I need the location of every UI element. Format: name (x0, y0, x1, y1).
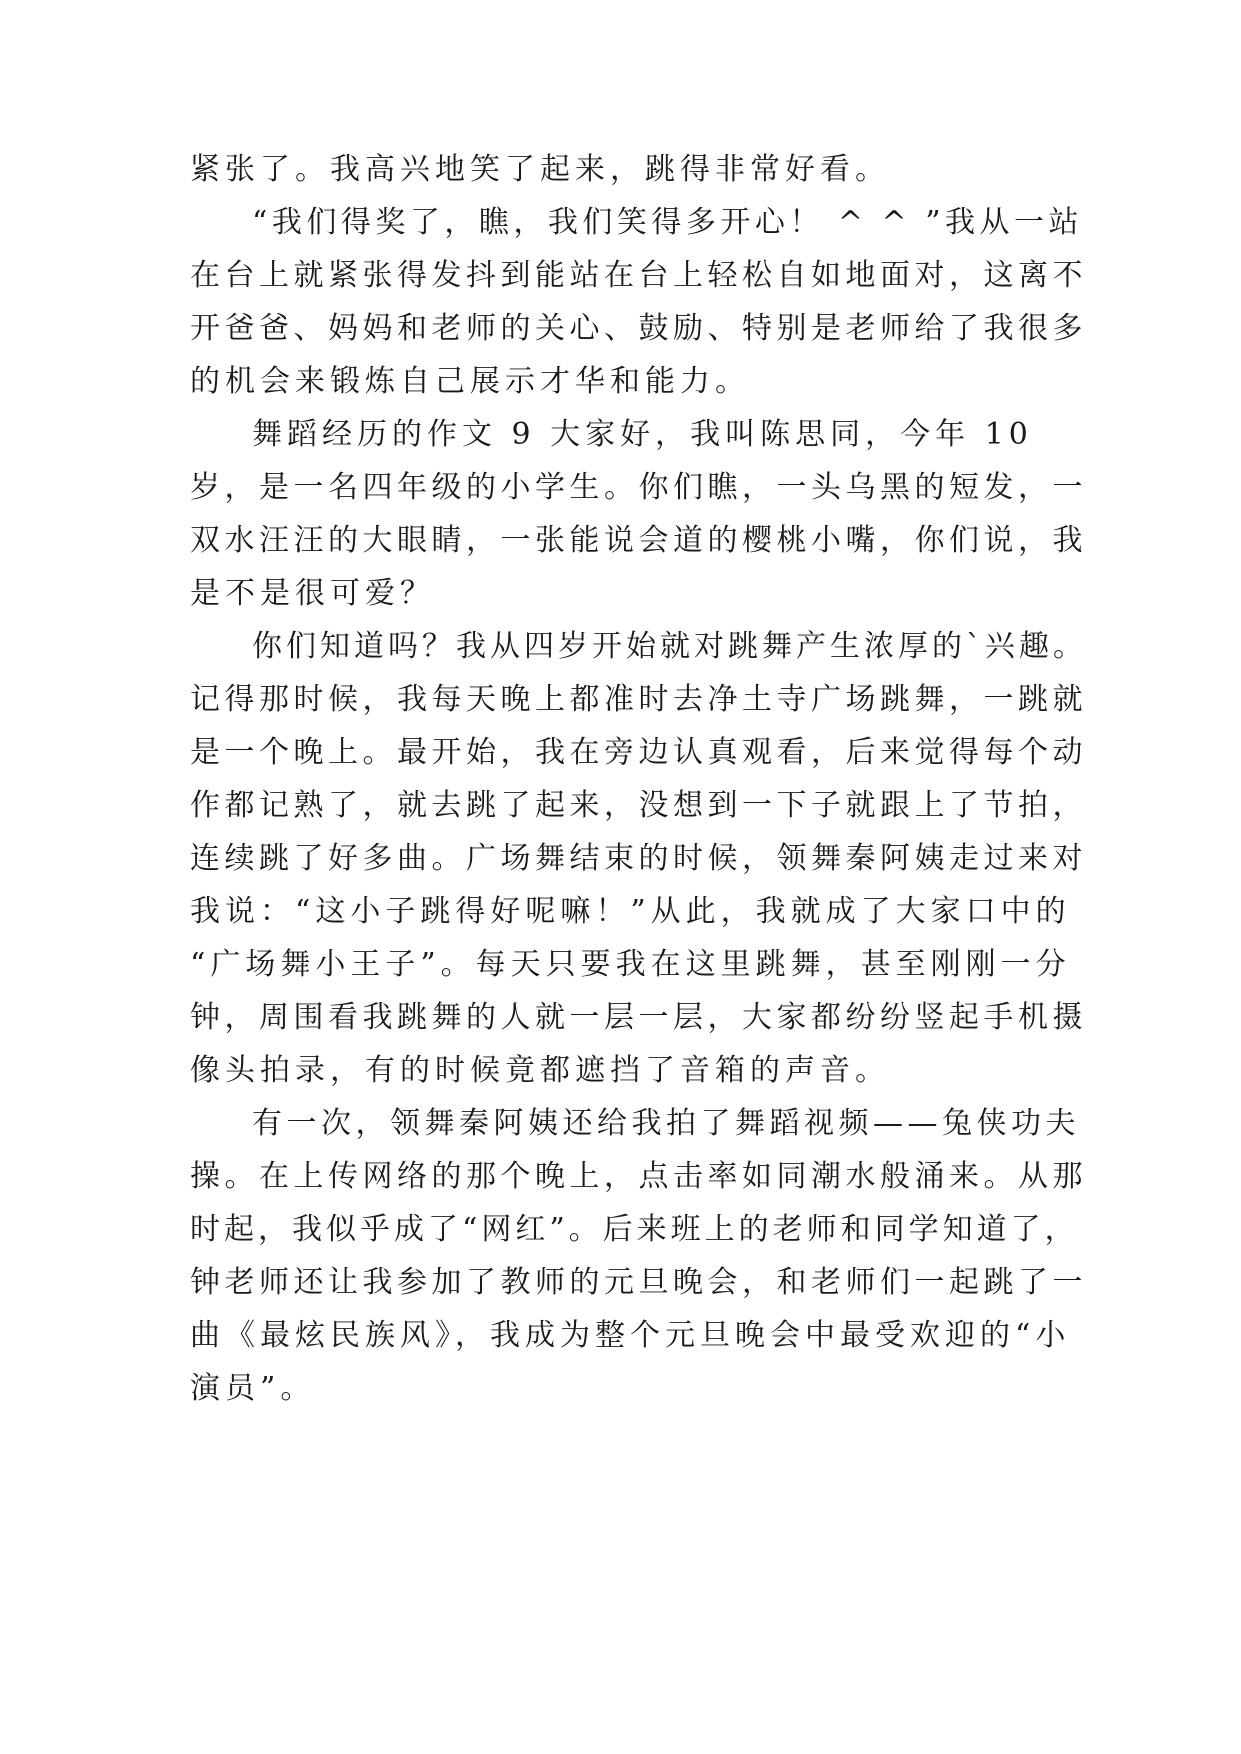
text-line: 钟老师还让我参加了教师的元旦晚会，和老师们一起跳了一 (190, 1265, 1087, 1300)
text-line: 作都记熟了，就去跳了起来，没想到一下子就跟上了节拍， (190, 788, 1087, 823)
text-line: 钟，周围看我跳舞的人就一层一层，大家都纷纷竖起手机摄 (190, 1000, 1087, 1035)
text-line: 有一次，领舞秦阿姨还给我拍了舞蹈视频——兔侠功夫 (252, 1106, 1080, 1141)
text-line: 时起，我似乎成了“网红”。后来班上的老师和同学知道了， (190, 1212, 1079, 1247)
text-line: 是一个晚上。最开始，我在旁边认真观看，后来觉得每个动 (190, 735, 1087, 770)
text-line: 连续跳了好多曲。广场舞结束的时候，领舞秦阿姨走过来对 (190, 841, 1087, 876)
text-line: 的机会来锻炼自己展示才华和能力。 (190, 364, 750, 399)
text-line: 在台上就紧张得发抖到能站在台上轻松自如地面对，这离不 (190, 258, 1087, 293)
text-line: 曲《最炫民族风》，我成为整个元旦晚会中最受欢迎的“小 (190, 1318, 1071, 1353)
text-line: 舞蹈经历的作文 9 大家好，我叫陈思同，今年 10 (252, 417, 1033, 452)
text-line: 演员”。 (190, 1371, 316, 1406)
text-line: 我说：“这小子跳得好呢嘛！”从此，我就成了大家口中的 (190, 894, 1071, 929)
text-line: 双水汪汪的大眼睛，一张能说会道的樱桃小嘴，你们说，我 (190, 523, 1087, 558)
text-line: 像头拍录，有的时候竟都遮挡了音箱的声音。 (190, 1053, 890, 1088)
text-line: 开爸爸、妈妈和老师的关心、鼓励、特别是老师给了我很多 (190, 311, 1087, 346)
text-line: 你们知道吗？我从四岁开始就对跳舞产生浓厚的`兴趣。 (252, 629, 1087, 664)
text-line: “广场舞小王子”。每天只要我在这里跳舞，甚至刚刚一分 (190, 947, 1071, 982)
text-line: 操。在上传网络的那个晚上，点击率如同潮水般涌来。从那 (190, 1159, 1087, 1194)
text-line: 岁，是一名四年级的小学生。你们瞧，一头乌黑的短发，一 (190, 470, 1087, 505)
text-line: 记得那时候，我每天晚上都准时去净土寺广场跳舞，一跳就 (190, 682, 1087, 717)
text-line: 是不是很可爱？ (190, 576, 435, 611)
text-line: 紧张了。我高兴地笑了起来，跳得非常好看。 (190, 152, 890, 187)
text-line: “我们得奖了，瞧，我们笑得多开心！ ^ ^ ”我从一站 (252, 205, 1084, 240)
